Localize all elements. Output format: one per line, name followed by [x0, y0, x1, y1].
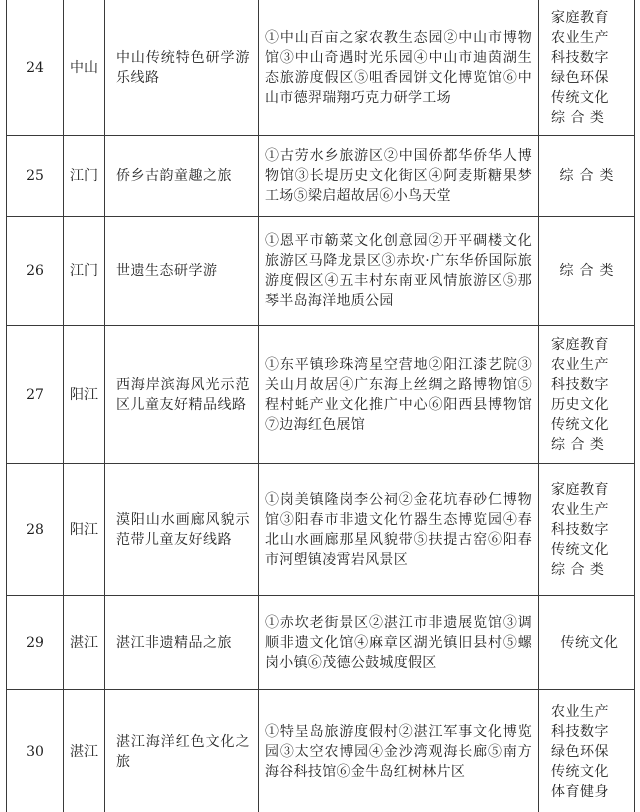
- route-type: 农业生产: [551, 501, 609, 518]
- route-sites: ①特呈岛旅游度假村②湛江军事文化博览园③太空农博园④金沙湾观海长廊⑤南方海谷科技馆⑥金牛岛红树林片区: [259, 690, 539, 812]
- route-name: 湛江非遗精品之旅: [105, 596, 259, 690]
- route-types: [539, 596, 635, 690]
- route-type: 综 合 类: [551, 109, 605, 126]
- route-type: 科技数字: [551, 49, 609, 66]
- route-sites: ①恩平市簕菜文化创意园②开平碉楼文化旅游区马降龙景区③赤坎·广东华侨国际旅游度假区④五丰村东南亚风情旅游区⑤那琴半岛海洋地质公园: [259, 217, 539, 326]
- route-type: 绿色环保: [551, 69, 609, 86]
- route-type: 综合类: [559, 168, 620, 184]
- route-types: [539, 217, 635, 326]
- route-type: 农业生产: [551, 704, 609, 720]
- table-row: [7, 464, 635, 596]
- route-type: 科技数字: [551, 521, 609, 538]
- route-name: 漠阳山水画廊风貌示范带儿童友好线路: [105, 464, 259, 596]
- route-types: [539, 0, 635, 136]
- row-city: 阳江: [64, 326, 105, 464]
- route-type: 体育健身: [551, 784, 609, 800]
- route-name: 湛江海洋红色文化之旅: [105, 690, 259, 812]
- row-number: 25: [7, 136, 64, 217]
- route-type: 历史文化: [551, 396, 609, 413]
- table-row: [7, 690, 635, 812]
- route-type: 科技数字: [551, 724, 609, 740]
- route-sites: ①古劳水乡旅游区②中国侨都华侨华人博物馆③长堤历史文化街区④阿麦斯糖果梦工场⑤梁启超故居⑥小鸟天堂: [259, 136, 539, 217]
- table-row: [7, 0, 635, 136]
- route-types: [539, 464, 635, 596]
- route-type: 家庭教育: [551, 481, 609, 498]
- route-name: 侨乡古韵童趣之旅: [105, 136, 259, 217]
- route-types: [539, 326, 635, 464]
- row-number: 30: [7, 690, 64, 812]
- table-row: [7, 326, 635, 464]
- route-sites: ①岗美镇隆岗李公祠②金花坑春砂仁博物馆③阳春市非遗文化竹器生态博览园④春北山水画廊那星风貌带⑤扶提古窑⑥阳春市河塱镇凌霄岩风景区: [259, 464, 539, 596]
- route-type: 家庭教育: [551, 9, 609, 26]
- route-type: 综合类: [559, 263, 620, 279]
- row-number: 26: [7, 217, 64, 326]
- row-city: 湛江: [64, 690, 105, 812]
- row-city: 阳江: [64, 464, 105, 596]
- table-row: [7, 217, 635, 326]
- route-type: 科技数字: [551, 376, 609, 393]
- row-city: 中山: [64, 0, 105, 136]
- route-sites: ①东平镇珍珠湾星空营地②阳江漆艺院③关山月故居④广东海上丝绸之路博物馆⑤程村蚝产业文化推广中心⑥阳西县博物馆⑦边海红色展馆: [259, 326, 539, 464]
- route-name: 中山传统特色研学游乐线路: [105, 0, 259, 136]
- row-number: 27: [7, 326, 64, 464]
- row-number: 28: [7, 464, 64, 596]
- route-type: 综 合 类: [551, 561, 605, 578]
- route-name: 西海岸滨海风光示范区儿童友好精品线路: [105, 326, 259, 464]
- route-type: 传统文化: [560, 634, 619, 651]
- route-type: 传统文化: [551, 541, 609, 558]
- row-city: 湛江: [64, 596, 105, 690]
- route-type: 绿色环保: [551, 744, 609, 760]
- table-row: [7, 136, 635, 217]
- route-type: 传统文化: [551, 416, 609, 433]
- row-city: 江门: [64, 136, 105, 217]
- route-type: 综 合 类: [551, 436, 605, 453]
- route-type: 家庭教育: [551, 336, 609, 353]
- route-name: 世遗生态研学游: [105, 217, 259, 326]
- route-types: [539, 136, 635, 217]
- route-type: 传统文化: [551, 764, 609, 780]
- row-number: 24: [7, 0, 64, 136]
- routes-table: [6, 0, 635, 812]
- row-city: 江门: [64, 217, 105, 326]
- route-type: 农业生产: [551, 29, 609, 46]
- table-row: [7, 596, 635, 690]
- route-type: 农业生产: [551, 356, 609, 373]
- row-number: 29: [7, 596, 64, 690]
- route-types: [539, 690, 635, 812]
- route-type: 传统文化: [551, 89, 609, 106]
- route-sites: ①中山百亩之家农教生态园②中山市博物馆③中山奇遇时光乐园④中山市迪茵湖生态旅游度假区⑤咀香园饼文化博览馆⑥中山市德羿瑞翔巧克力研学工场: [259, 0, 539, 136]
- route-sites: ①赤坎老街景区②湛江市非遗展览馆③调顺非遗文化馆④麻章区湖光镇旧县村⑤螺岗小镇⑥茂德公鼓城度假区: [259, 596, 539, 690]
